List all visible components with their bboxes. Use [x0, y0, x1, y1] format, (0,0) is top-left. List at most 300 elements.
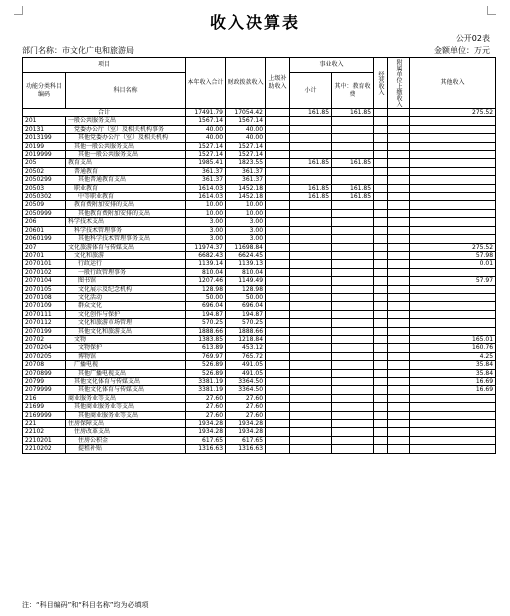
row-affiliated — [388, 403, 410, 411]
row-affiliated — [388, 235, 410, 243]
table-row — [23, 125, 496, 133]
row-superior — [266, 235, 290, 243]
row-code: 2169999 — [23, 411, 66, 419]
row-other — [410, 403, 496, 411]
row-edu-fee — [332, 310, 374, 318]
row-subtotal — [290, 260, 332, 268]
row-superior — [266, 193, 290, 201]
row-operating — [374, 386, 388, 394]
row-code: 206 — [23, 218, 66, 226]
table-row — [23, 436, 496, 444]
row-code: 2070101 — [23, 260, 66, 268]
row-total: 526.89 — [186, 361, 226, 369]
row-subtotal — [290, 125, 332, 133]
row-code: 2050999 — [23, 209, 66, 217]
row-subtotal — [290, 386, 332, 394]
row-name: 文化活动 — [66, 293, 186, 301]
row-operating — [374, 293, 388, 301]
row-subtotal — [290, 176, 332, 184]
row-subtotal — [290, 167, 332, 175]
table-row — [23, 117, 496, 125]
row-total: 361.37 — [186, 167, 226, 175]
row-fiscal: 453.12 — [226, 344, 266, 352]
row-other — [410, 235, 496, 243]
row-total: 1934.28 — [186, 420, 226, 428]
row-edu-fee — [332, 403, 374, 411]
form-number: 公开02表 — [455, 34, 490, 43]
row-name: 提租补贴 — [66, 445, 186, 453]
row-operating — [374, 260, 388, 268]
row-superior — [266, 260, 290, 268]
row-code: 2013199 — [23, 134, 66, 142]
table-row — [23, 151, 496, 159]
row-operating — [374, 436, 388, 444]
row-other: 57.98 — [410, 251, 496, 259]
row-operating — [374, 151, 388, 159]
row-total: 1527.14 — [186, 151, 226, 159]
row-subtotal: 161.85 — [290, 159, 332, 167]
row-other — [410, 302, 496, 310]
row-total: 1985.41 — [186, 159, 226, 167]
row-code: 2070104 — [23, 277, 66, 285]
row-superior — [266, 386, 290, 394]
row-total: 1383.85 — [186, 335, 226, 343]
row-total: 1614.03 — [186, 184, 226, 192]
header-subtotal: 小计 — [290, 73, 332, 109]
row-edu-fee — [332, 302, 374, 310]
header-fiscal: 财政拨款收入 — [226, 58, 266, 109]
row-operating — [374, 167, 388, 175]
row-fiscal: 1316.63 — [226, 445, 266, 453]
row-subtotal — [290, 235, 332, 243]
row-affiliated — [388, 344, 410, 352]
table-row — [23, 386, 496, 394]
table-row — [23, 285, 496, 293]
row-other — [410, 176, 496, 184]
row-superior — [266, 268, 290, 276]
row-operating — [374, 201, 388, 209]
row-fiscal: 1218.84 — [226, 335, 266, 343]
row-total: 361.37 — [186, 176, 226, 184]
row-other — [410, 218, 496, 226]
row-name: 党委办公厅（室）及相关机构事务 — [66, 125, 186, 133]
row-superior — [266, 361, 290, 369]
row-superior — [266, 167, 290, 175]
row-edu-fee — [332, 218, 374, 226]
row-affiliated — [388, 176, 410, 184]
header-code: 功能分类科目编码 — [23, 73, 66, 109]
row-subtotal — [290, 226, 332, 234]
row-edu-fee — [332, 151, 374, 159]
total-edu-fee: 161.85 — [332, 109, 374, 117]
row-edu-fee — [332, 352, 374, 360]
row-edu-fee — [332, 411, 374, 419]
row-operating — [374, 218, 388, 226]
table-row — [23, 218, 496, 226]
row-fiscal: 617.65 — [226, 436, 266, 444]
row-superior — [266, 327, 290, 335]
row-edu-fee — [332, 226, 374, 234]
row-fiscal: 1452.18 — [226, 193, 266, 201]
row-affiliated — [388, 117, 410, 125]
row-superior — [266, 125, 290, 133]
row-affiliated — [388, 268, 410, 276]
table-row — [23, 352, 496, 360]
row-name: 职业教育 — [66, 184, 186, 192]
row-affiliated — [388, 260, 410, 268]
row-other — [410, 420, 496, 428]
row-name: 其他科学技术管理事务支出 — [66, 235, 186, 243]
row-operating — [374, 369, 388, 377]
row-total: 617.65 — [186, 436, 226, 444]
row-affiliated — [388, 436, 410, 444]
header-affiliated: 附属单位上缴收入 — [388, 58, 410, 109]
row-affiliated — [388, 369, 410, 377]
row-code: 2070899 — [23, 369, 66, 377]
row-affiliated — [388, 302, 410, 310]
row-code: 207 — [23, 243, 66, 251]
row-subtotal — [290, 335, 332, 343]
row-edu-fee — [332, 235, 374, 243]
row-operating — [374, 125, 388, 133]
row-fiscal: 361.37 — [226, 176, 266, 184]
total-superior — [266, 109, 290, 117]
row-fiscal: 765.72 — [226, 352, 266, 360]
row-other — [410, 394, 496, 402]
row-total: 40.00 — [186, 134, 226, 142]
total-operating — [374, 109, 388, 117]
income-table — [22, 57, 496, 454]
row-operating — [374, 403, 388, 411]
row-total: 40.00 — [186, 125, 226, 133]
row-fiscal: 10.00 — [226, 201, 266, 209]
row-total: 1527.14 — [186, 142, 226, 150]
row-edu-fee: 161.85 — [332, 193, 374, 201]
row-other — [410, 319, 496, 327]
row-affiliated — [388, 218, 410, 226]
row-name: 博物馆 — [66, 352, 186, 360]
table-row — [23, 167, 496, 175]
row-code: 2070205 — [23, 352, 66, 360]
header-other: 其他收入 — [410, 58, 496, 109]
row-affiliated — [388, 445, 410, 453]
department-name: 部门名称：市文化广电和旅游局 — [22, 46, 134, 55]
row-code: 2019999 — [23, 151, 66, 159]
row-superior — [266, 411, 290, 419]
row-other — [410, 226, 496, 234]
row-superior — [266, 201, 290, 209]
row-operating — [374, 361, 388, 369]
row-total: 1614.03 — [186, 193, 226, 201]
row-other — [410, 151, 496, 159]
row-superior — [266, 344, 290, 352]
row-fiscal: 27.60 — [226, 394, 266, 402]
row-total: 613.89 — [186, 344, 226, 352]
row-name: 文物 — [66, 335, 186, 343]
table-row — [23, 369, 496, 377]
row-code: 2070204 — [23, 344, 66, 352]
row-fiscal: 3.00 — [226, 218, 266, 226]
row-superior — [266, 394, 290, 402]
row-edu-fee — [332, 344, 374, 352]
row-code: 2070102 — [23, 268, 66, 276]
row-total: 769.97 — [186, 352, 226, 360]
row-name: 一般行政管理事务 — [66, 268, 186, 276]
row-operating — [374, 411, 388, 419]
row-operating — [374, 243, 388, 251]
row-superior — [266, 134, 290, 142]
row-affiliated — [388, 310, 410, 318]
row-affiliated — [388, 159, 410, 167]
row-subtotal — [290, 209, 332, 217]
row-subtotal — [290, 394, 332, 402]
row-subtotal — [290, 445, 332, 453]
row-edu-fee — [332, 125, 374, 133]
row-total: 10.00 — [186, 209, 226, 217]
row-edu-fee — [332, 327, 374, 335]
row-affiliated — [388, 293, 410, 301]
row-operating — [374, 193, 388, 201]
row-affiliated — [388, 327, 410, 335]
row-fiscal: 3.00 — [226, 226, 266, 234]
row-edu-fee — [332, 378, 374, 386]
row-subtotal — [290, 134, 332, 142]
table-row — [23, 428, 496, 436]
row-edu-fee — [332, 117, 374, 125]
row-subtotal — [290, 285, 332, 293]
total-amount: 17491.79 — [186, 109, 226, 117]
header-name: 科目名称 — [66, 73, 186, 109]
table-row — [23, 420, 496, 428]
row-superior — [266, 243, 290, 251]
row-affiliated — [388, 243, 410, 251]
row-name: 文物保护 — [66, 344, 186, 352]
row-total: 570.25 — [186, 319, 226, 327]
row-fiscal: 1452.18 — [226, 184, 266, 192]
row-operating — [374, 319, 388, 327]
row-other — [410, 428, 496, 436]
row-name: 教育支出 — [66, 159, 186, 167]
row-operating — [374, 310, 388, 318]
row-affiliated — [388, 251, 410, 259]
row-superior — [266, 436, 290, 444]
row-total: 50.00 — [186, 293, 226, 301]
row-subtotal — [290, 201, 332, 209]
row-affiliated — [388, 201, 410, 209]
row-name: 普通教育 — [66, 167, 186, 175]
row-superior — [266, 218, 290, 226]
row-fiscal: 40.00 — [226, 125, 266, 133]
row-code: 2050299 — [23, 176, 66, 184]
amount-unit: 金额单位：万元 — [434, 46, 490, 55]
row-code: 2070111 — [23, 310, 66, 318]
row-name: 住房公积金 — [66, 436, 186, 444]
row-other — [410, 193, 496, 201]
row-other: 16.69 — [410, 378, 496, 386]
total-other: 275.52 — [410, 109, 496, 117]
row-superior — [266, 335, 290, 343]
row-affiliated — [388, 285, 410, 293]
row-edu-fee — [332, 394, 374, 402]
row-operating — [374, 420, 388, 428]
row-operating — [374, 378, 388, 386]
row-other — [410, 117, 496, 125]
row-edu-fee — [332, 167, 374, 175]
row-edu-fee — [332, 285, 374, 293]
table-row — [23, 235, 496, 243]
row-total: 1207.46 — [186, 277, 226, 285]
row-superior — [266, 319, 290, 327]
row-name: 商业服务业等支出 — [66, 394, 186, 402]
row-code: 205 — [23, 159, 66, 167]
row-other — [410, 411, 496, 419]
row-other: 4.25 — [410, 352, 496, 360]
row-edu-fee — [332, 142, 374, 150]
row-fiscal: 27.60 — [226, 411, 266, 419]
row-subtotal — [290, 369, 332, 377]
row-subtotal — [290, 151, 332, 159]
row-edu-fee — [332, 361, 374, 369]
row-total: 1888.66 — [186, 327, 226, 335]
row-fiscal: 1139.13 — [226, 260, 266, 268]
row-edu-fee — [332, 260, 374, 268]
row-affiliated — [388, 335, 410, 343]
row-fiscal: 1888.66 — [226, 327, 266, 335]
row-name: 住房改革支出 — [66, 428, 186, 436]
row-name: 中等职业教育 — [66, 193, 186, 201]
row-other — [410, 184, 496, 192]
table-row — [23, 176, 496, 184]
row-superior — [266, 285, 290, 293]
row-operating — [374, 445, 388, 453]
row-operating — [374, 251, 388, 259]
row-other: 165.01 — [410, 335, 496, 343]
row-fiscal: 491.05 — [226, 361, 266, 369]
row-name: 科学技术支出 — [66, 218, 186, 226]
row-name: 其他教育费附加安排的支出 — [66, 209, 186, 217]
row-subtotal — [290, 327, 332, 335]
row-edu-fee — [332, 134, 374, 142]
row-affiliated — [388, 386, 410, 394]
row-other — [410, 167, 496, 175]
footnote: 注：“科目编码”和“科目名称”均为必填项 — [22, 601, 149, 609]
table-row — [23, 277, 496, 285]
row-total: 526.89 — [186, 369, 226, 377]
row-superior — [266, 277, 290, 285]
row-subtotal — [290, 142, 332, 150]
row-name: 群众文化 — [66, 302, 186, 310]
row-subtotal: 161.85 — [290, 184, 332, 192]
row-superior — [266, 302, 290, 310]
row-operating — [374, 352, 388, 360]
row-affiliated — [388, 209, 410, 217]
row-other — [410, 310, 496, 318]
row-total: 194.87 — [186, 310, 226, 318]
row-subtotal — [290, 302, 332, 310]
header-superior: 上级补助收入 — [266, 58, 290, 109]
row-operating — [374, 117, 388, 125]
row-operating — [374, 134, 388, 142]
row-total: 3381.19 — [186, 378, 226, 386]
row-name: 其他一般公共服务支出 — [66, 151, 186, 159]
row-code: 216 — [23, 394, 66, 402]
row-total: 3.00 — [186, 235, 226, 243]
table-row — [23, 411, 496, 419]
table-row — [23, 193, 496, 201]
row-affiliated — [388, 134, 410, 142]
row-fiscal: 3.00 — [226, 235, 266, 243]
row-other — [410, 159, 496, 167]
row-edu-fee — [332, 436, 374, 444]
row-superior — [266, 251, 290, 259]
row-superior — [266, 151, 290, 159]
row-fiscal: 3364.50 — [226, 386, 266, 394]
row-other — [410, 268, 496, 276]
row-code: 2070199 — [23, 327, 66, 335]
row-edu-fee: 161.85 — [332, 159, 374, 167]
row-edu-fee — [332, 445, 374, 453]
row-total: 1139.14 — [186, 260, 226, 268]
total-label: 合计 — [23, 109, 186, 117]
row-subtotal — [290, 352, 332, 360]
table-row — [23, 319, 496, 327]
row-code: 20502 — [23, 167, 66, 175]
row-total: 11974.37 — [186, 243, 226, 251]
row-other — [410, 445, 496, 453]
row-affiliated — [388, 125, 410, 133]
row-edu-fee: 161.85 — [332, 184, 374, 192]
row-name: 行政运行 — [66, 260, 186, 268]
row-edu-fee — [332, 209, 374, 217]
table-row — [23, 134, 496, 142]
row-fiscal: 491.05 — [226, 369, 266, 377]
table-row — [23, 335, 496, 343]
row-name: 其他商业服务业等支出 — [66, 411, 186, 419]
row-code: 20701 — [23, 251, 66, 259]
row-fiscal: 10.00 — [226, 209, 266, 217]
row-other — [410, 285, 496, 293]
header-item: 项目 — [23, 58, 186, 73]
row-affiliated — [388, 151, 410, 159]
row-subtotal — [290, 319, 332, 327]
table-body — [23, 109, 496, 454]
row-other — [410, 125, 496, 133]
row-code: 2070109 — [23, 302, 66, 310]
row-fiscal: 194.87 — [226, 310, 266, 318]
row-fiscal: 810.04 — [226, 268, 266, 276]
row-subtotal — [290, 268, 332, 276]
row-affiliated — [388, 184, 410, 192]
row-subtotal — [290, 436, 332, 444]
row-total: 810.04 — [186, 268, 226, 276]
row-superior — [266, 310, 290, 318]
row-other: 0.01 — [410, 260, 496, 268]
row-other — [410, 209, 496, 217]
header-operating: 经营收入 — [374, 58, 388, 109]
row-name: 住房保障支出 — [66, 420, 186, 428]
row-code: 2070105 — [23, 285, 66, 293]
row-name: 教育费附加安排的支出 — [66, 201, 186, 209]
total-affiliated — [388, 109, 410, 117]
row-name: 文化展示及纪念机构 — [66, 285, 186, 293]
row-other — [410, 134, 496, 142]
table-row — [23, 159, 496, 167]
table-row — [23, 327, 496, 335]
row-code: 20708 — [23, 361, 66, 369]
row-fiscal: 361.37 — [226, 167, 266, 175]
row-superior — [266, 428, 290, 436]
table-row — [23, 403, 496, 411]
